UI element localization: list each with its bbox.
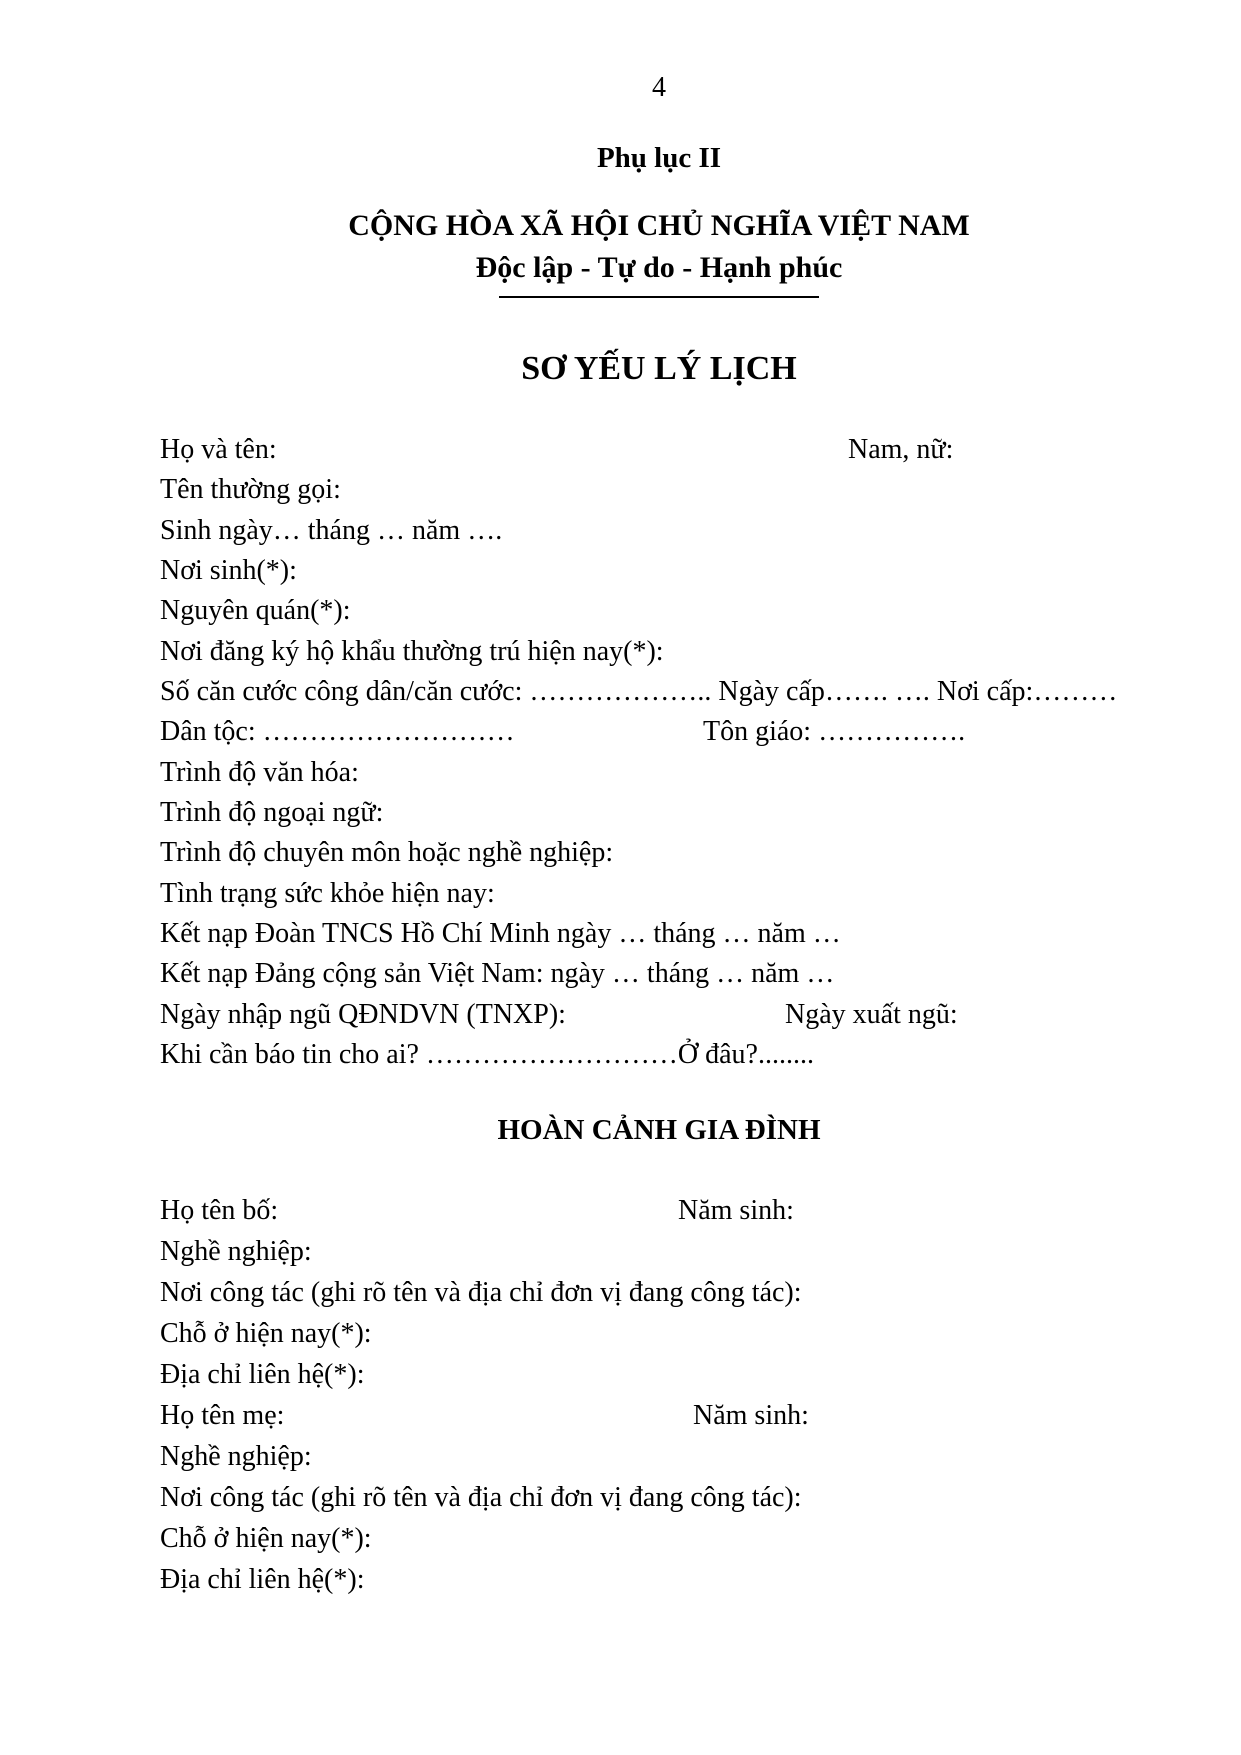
field-label: Trình độ chuyên môn hoặc nghề nghiệp: xyxy=(160,837,614,868)
form-line xyxy=(160,1232,1158,1272)
form-line xyxy=(160,833,1158,873)
form-line xyxy=(160,1560,1158,1600)
field-label: Sinh ngày… tháng … năm …. xyxy=(160,515,503,546)
field-label: Họ và tên: xyxy=(160,434,277,465)
form-line xyxy=(160,1355,1158,1395)
field-label: Nghề nghiệp: xyxy=(160,1441,312,1472)
form-line xyxy=(160,511,1158,551)
appendix-heading: Phụ lục II xyxy=(596,142,722,174)
field-label: Nghề nghiệp: xyxy=(160,1236,312,1267)
form-line xyxy=(160,551,1158,591)
form-line xyxy=(160,995,1158,1035)
form-line xyxy=(160,1314,1158,1354)
field-label: Tên thường gọi: xyxy=(160,474,341,505)
field-label: Số căn cước công dân/căn cước: ……………….. Ngày cấp……. …. Nơi cấp:……… xyxy=(160,676,1118,707)
form-line xyxy=(160,1437,1158,1477)
form-line xyxy=(160,753,1158,793)
field-label-right: Năm sinh: xyxy=(693,1400,809,1431)
form-line xyxy=(160,1519,1158,1559)
form-line xyxy=(160,430,1158,470)
motto-divider xyxy=(499,296,819,298)
field-label-right: Năm sinh: xyxy=(678,1195,794,1226)
form-line xyxy=(160,874,1158,914)
field-label: Địa chỉ liên hệ(*): xyxy=(160,1564,365,1595)
family-section-title: HOÀN CẢNH GIA ĐÌNH xyxy=(497,1114,821,1146)
field-label: Trình độ ngoại ngữ: xyxy=(160,797,384,828)
field-label: Nguyên quán(*): xyxy=(160,595,351,626)
form-line xyxy=(160,1273,1158,1313)
field-label: Họ tên mẹ: xyxy=(160,1400,285,1431)
field-label: Tình trạng sức khỏe hiện nay: xyxy=(160,878,495,909)
form-line xyxy=(160,1035,1158,1075)
document-title: SƠ YẾU LÝ LỊCH xyxy=(521,350,797,387)
form-line xyxy=(160,1191,1158,1231)
field-label: Kết nạp Đoàn TNCS Hồ Chí Minh ngày … tháng … năm … xyxy=(160,918,841,949)
field-label: Dân tộc: ……………………… xyxy=(160,716,515,747)
form-line xyxy=(160,793,1158,833)
field-label: Chỗ ở hiện nay(*): xyxy=(160,1523,372,1554)
form-line xyxy=(160,672,1158,712)
field-label-right: Nam, nữ: xyxy=(848,434,954,465)
field-label-right: Tôn giáo: ……………. xyxy=(703,716,966,747)
field-label: Khi cần báo tin cho ai? ………………………Ở đâu?........ xyxy=(160,1039,814,1070)
field-label: Kết nạp Đảng cộng sản Việt Nam: ngày … tháng … năm … xyxy=(160,958,835,989)
national-motto: Độc lập - Tự do - Hạnh phúc xyxy=(475,251,843,284)
field-label: Nơi đăng ký hộ khẩu thường trú hiện nay(*): xyxy=(160,636,664,667)
national-title: CỘNG HÒA XÃ HỘI CHỦ NGHĨA VIỆT NAM xyxy=(348,209,970,242)
form-line xyxy=(160,954,1158,994)
form-line xyxy=(160,712,1158,752)
field-label: Trình độ văn hóa: xyxy=(160,757,359,788)
field-label-right: Ngày xuất ngũ: xyxy=(785,999,958,1030)
field-label: Địa chỉ liên hệ(*): xyxy=(160,1359,365,1390)
form-line xyxy=(160,591,1158,631)
field-label: Nơi công tác (ghi rõ tên và địa chỉ đơn vị đang công tác): xyxy=(160,1482,802,1513)
form-line xyxy=(160,470,1158,510)
page-number: 4 xyxy=(652,72,666,103)
field-label: Chỗ ở hiện nay(*): xyxy=(160,1318,372,1349)
form-line xyxy=(160,914,1158,954)
field-label: Nơi sinh(*): xyxy=(160,555,297,586)
form-line xyxy=(160,1396,1158,1436)
field-label: Nơi công tác (ghi rõ tên và địa chỉ đơn vị đang công tác): xyxy=(160,1277,802,1308)
field-label: Họ tên bố: xyxy=(160,1195,279,1226)
field-label: Ngày nhập ngũ QĐNDVN (TNXP): xyxy=(160,999,566,1030)
form-line xyxy=(160,632,1158,672)
form-line xyxy=(160,1478,1158,1518)
